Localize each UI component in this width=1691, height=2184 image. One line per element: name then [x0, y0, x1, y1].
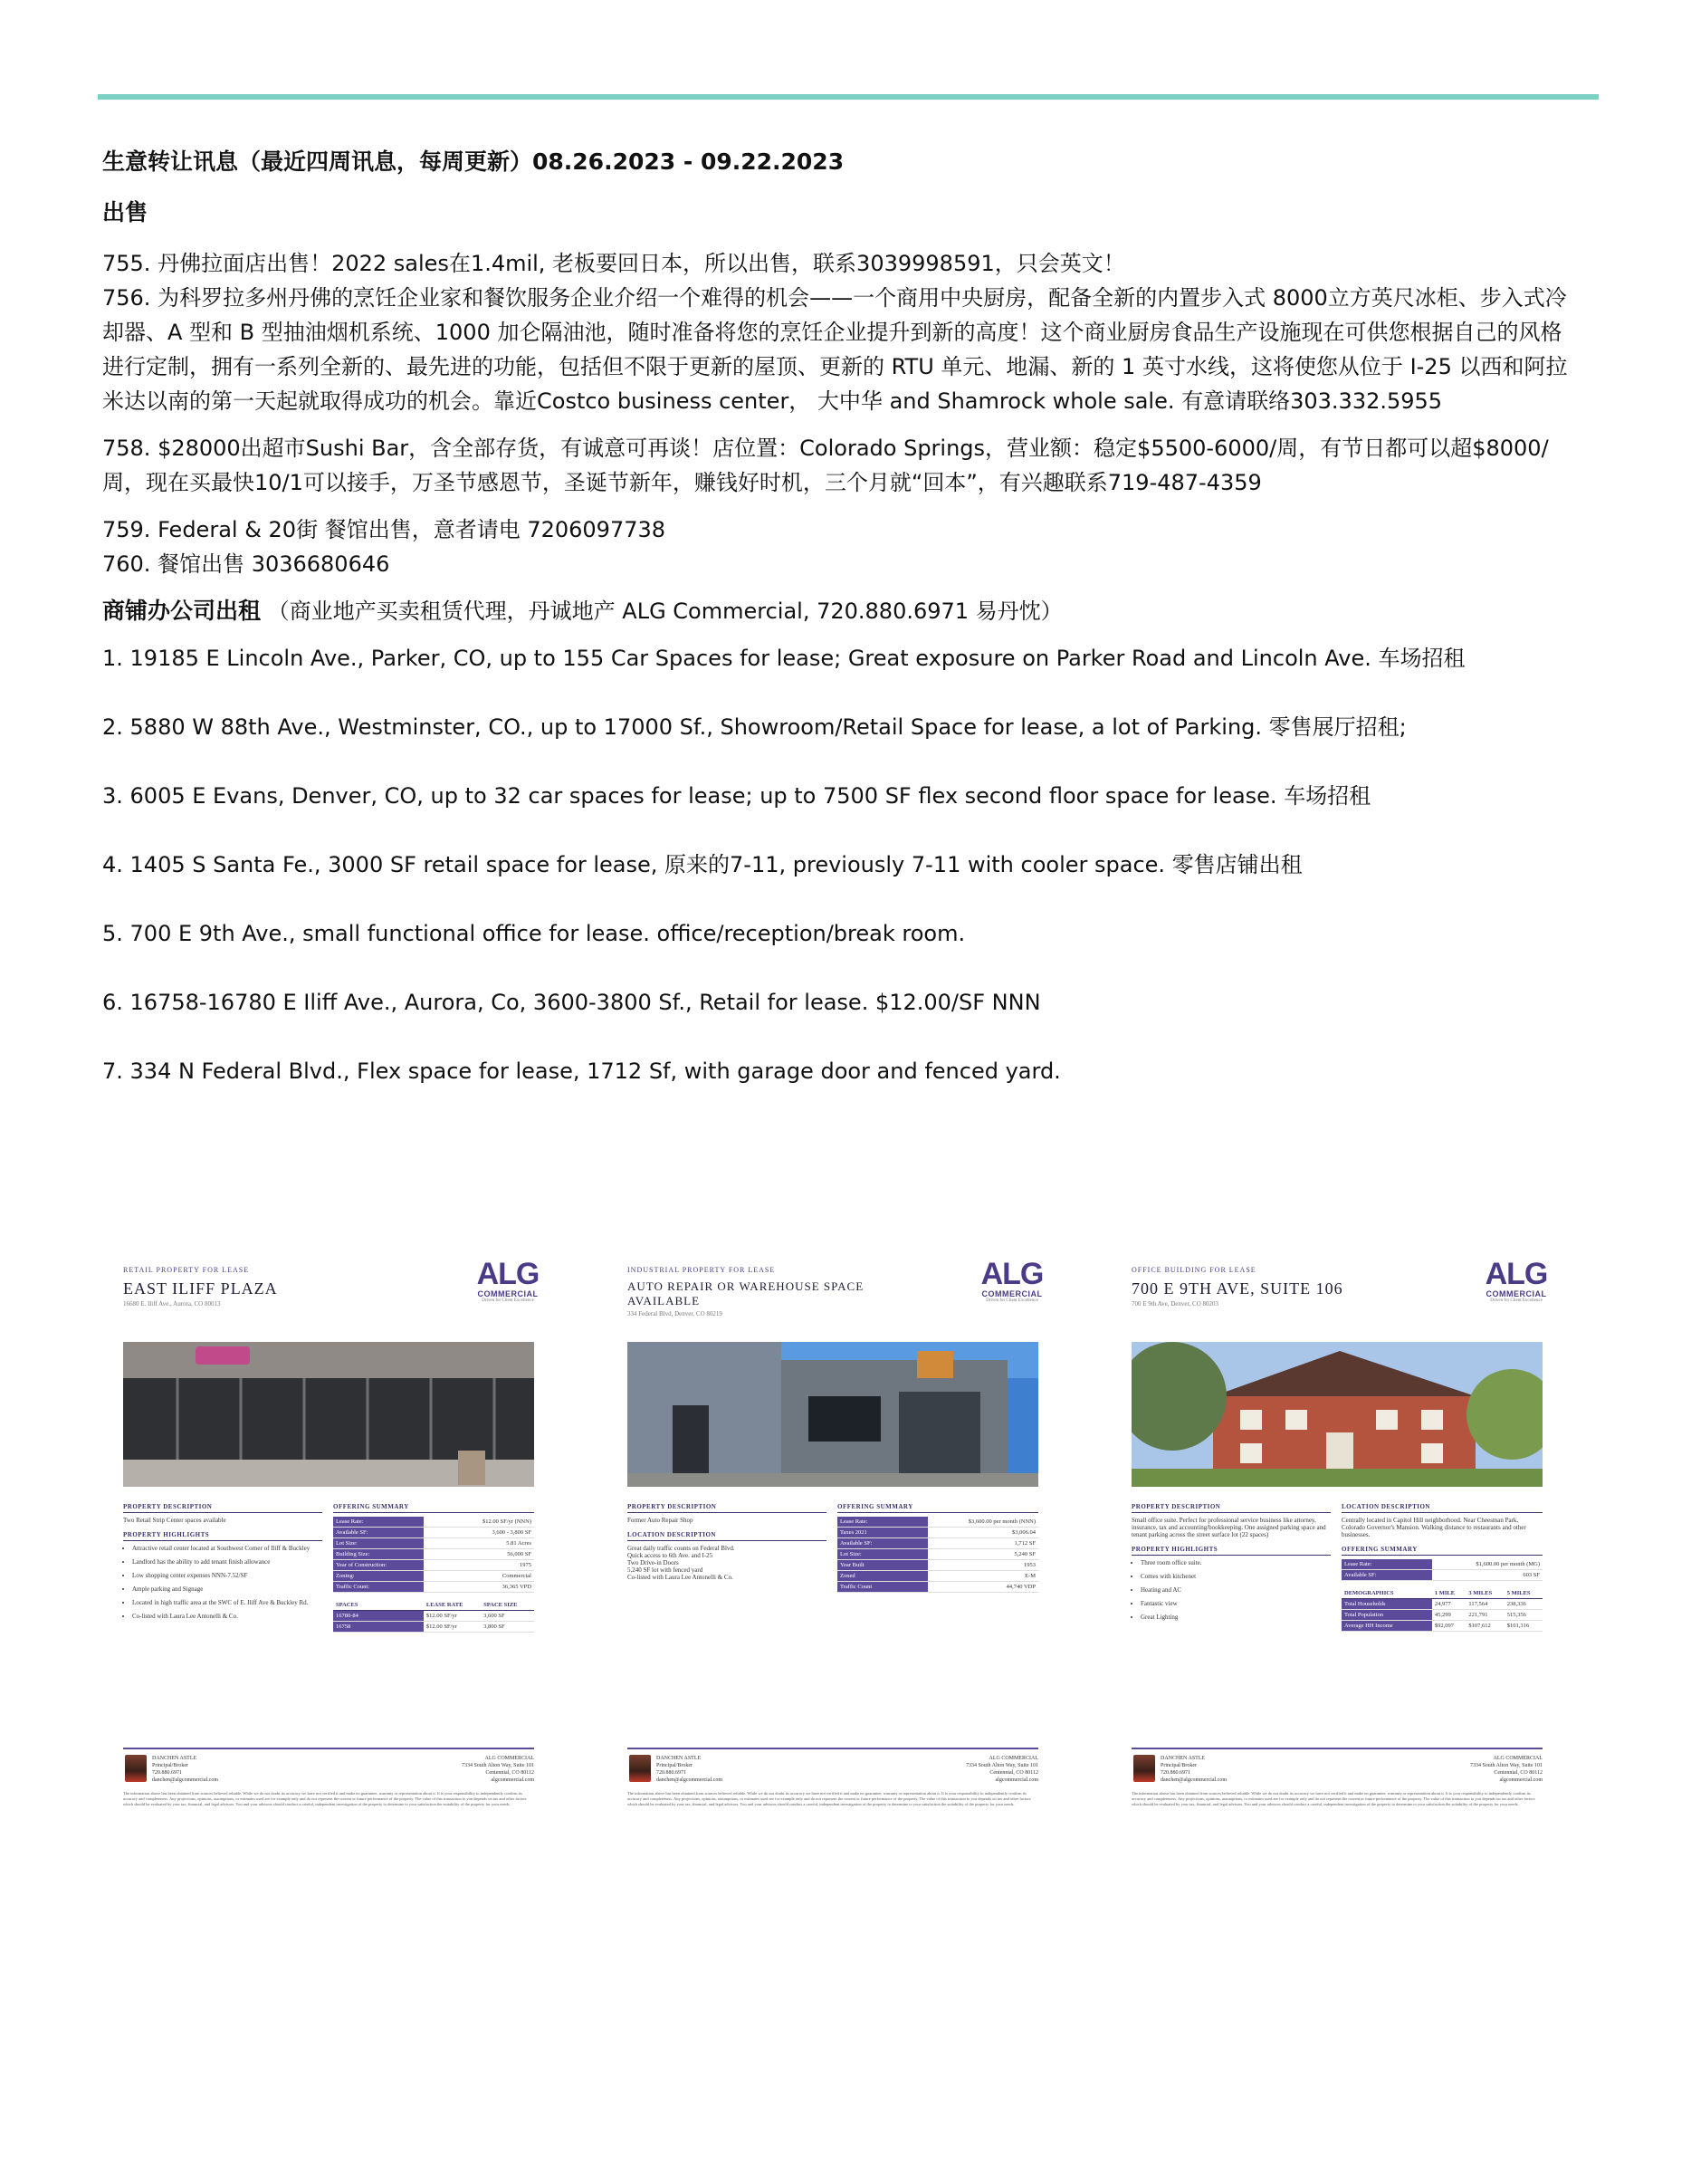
- agent-title: Principal/Broker: [152, 1763, 188, 1768]
- table-row: Available SF: 3,600 - 3,800 SF: [333, 1528, 534, 1538]
- flyer-type: OFFICE BUILDING FOR LEASE: [1132, 1266, 1256, 1274]
- highlight-item: • Three room office suite.: [1141, 1559, 1331, 1566]
- storefront-photo: [123, 1342, 534, 1487]
- agent-title: Principal/Broker: [1161, 1763, 1197, 1768]
- summary-label: OFFERING SUMMARY: [333, 1503, 534, 1513]
- table-row: Available SF: 603 SF: [1342, 1570, 1543, 1581]
- sale-item: 760. 餐馆出售 3036680646: [102, 551, 390, 577]
- flyer-federal-auto: [627, 1259, 1053, 1838]
- table-row: Lease Rate: $12.00 SF/yr (NNN): [333, 1517, 534, 1528]
- office-city: Centennial, CO 80112: [989, 1770, 1038, 1776]
- office-web: algcommercial.com: [491, 1777, 534, 1783]
- flyer-title: 700 E 9TH AVE, SUITE 106: [1132, 1279, 1343, 1298]
- agent-avatar: [629, 1755, 651, 1782]
- flyer-title: AUTO REPAIR OR WAREHOUSE SPACE AVAILABLE: [627, 1279, 865, 1308]
- highlights-list: [1132, 1559, 1331, 1621]
- highlight-item: • Comes with kitchenet: [1141, 1573, 1331, 1580]
- highlights-label: PROPERTY HIGHLIGHTS: [1132, 1546, 1331, 1556]
- table-row: Total Households 24,977 117,564 238,336: [1342, 1599, 1543, 1610]
- highlight-item: • Great Lighting: [1141, 1614, 1331, 1621]
- office-web: algcommercial.com: [1499, 1777, 1543, 1783]
- flyer-type: INDUSTRIAL PROPERTY FOR LEASE: [627, 1266, 776, 1274]
- disclaimer: The information above has been obtained from sources believed reliable. While we do not doubt its accuracy we have not verified it and make no guarantee, warranty or representation about it. It is your responsibility to independently confirm its accuracy and completeness. Any projections, opinions, assumptions, or estimates used are for example only and do not represent the current or future performance of the property. The value of this transaction to you depends on tax and other factors which should be evaluated by your tax, financial, and legal advisors. You and your advisors should conduct a careful, independent investigation of the property to determine to your satisfaction the suitability of the property for your needs.: [1132, 1791, 1535, 1806]
- lease-item: 6. 16758-16780 E Iliff Ave., Aurora, Co, 3600-3800 Sf., Retail for lease. $12.00/SF NNN: [102, 990, 1041, 1015]
- lease-item: 7. 334 N Federal Blvd., Flex space for lease, 1712 Sf, with garage door and fenced yard.: [102, 1058, 1061, 1084]
- building-photo: [627, 1342, 1038, 1487]
- location-line: 5,240 SF lot with fenced yard: [627, 1566, 703, 1574]
- agent-email: danchen@algcommercial.com: [656, 1777, 722, 1783]
- location-line: Co-listed with Laura Lee Antonelli & Co.: [627, 1574, 733, 1581]
- office-name: ALG COMMERCIAL: [1493, 1756, 1543, 1761]
- highlight-item: • Ample parking and Signage: [132, 1585, 322, 1593]
- lease-item: 4. 1405 S Santa Fe., 3000 SF retail space for lease, 原来的7-11, previously 7-11 with cooler space. 零售店铺出租: [102, 852, 1303, 877]
- flyer-title: EAST ILIFF PLAZA: [123, 1279, 278, 1298]
- highlight-item: • Heating and AC: [1141, 1586, 1331, 1594]
- flyer-9th-ave: [1132, 1259, 1557, 1838]
- table-row: Lease Rate: $1,600.00 per month (MG): [1342, 1559, 1543, 1570]
- highlight-item: • Low shopping center expenses NNN-7.52/SF: [132, 1572, 322, 1579]
- table-row: Zoned E-M: [837, 1571, 1038, 1582]
- agent-name: DANCHEN ASTLE: [1161, 1756, 1206, 1761]
- sale-heading: 出售: [102, 199, 148, 225]
- highlight-item: • Attractive retail center located at Southwest Corner of Iliff & Buckley: [132, 1545, 322, 1552]
- flyer-footer: [627, 1748, 1038, 1789]
- lease-item: 5. 700 E 9th Ave., small functional office for lease. office/reception/break room.: [102, 921, 966, 946]
- highlights-list: [123, 1545, 322, 1620]
- agent-name: DANCHEN ASTLE: [656, 1756, 702, 1761]
- table-row: Total Population 45,299 221,791 515,356: [1342, 1610, 1543, 1621]
- header-rule: [98, 94, 1599, 100]
- highlight-item: • Located in high traffic area at the SWC of E. Iliff Ave & Buckley Rd.: [132, 1599, 322, 1606]
- lease-heading-line: [102, 594, 1569, 628]
- agent-name: DANCHEN ASTLE: [152, 1756, 197, 1761]
- flyer-east-iliff: [123, 1259, 549, 1838]
- agent-avatar: [125, 1755, 147, 1782]
- page-title: 生意转让讯息（最近四周讯息，每周更新）08.26.2023 - 09.22.2023: [102, 148, 845, 175]
- desc-text: Former Auto Repair Shop: [627, 1517, 693, 1524]
- table-row: Lot Size: 5.81 Acres: [333, 1538, 534, 1549]
- alg-logo: ALG COMMERCIAL Driven for Client Excellence: [1485, 1257, 1548, 1303]
- agent-phone: 720.880.6971: [656, 1770, 686, 1776]
- table-row: Year of Construction: 1975: [333, 1560, 534, 1571]
- office-address: 7334 South Alton Way, Suite 101: [1469, 1763, 1543, 1768]
- sale-item: 756. 为科罗拉多州丹佛的烹饪企业家和餐饮服务企业介绍一个难得的机会——一个商用中央厨房，配备全新的内置步入式 8000立方英尺冰柜、步入式冷却器、A 型和 B 型抽油烟机系统、1000 加仑隔油池，随时准备将您的烹饪企业提升到新的高度！这个商业厨房食品生产设施现在可供您根据自己的风格进行定制，拥有一系列全新的、最先进的功能，包括但不限于更新的屋顶、更新的 RTU 单元、地漏、新的 1 英寸水线，这将使您从位于 I-25 以西和阿拉米达以南的第一天起就取得成功的机会。靠近Costco business center， 大中华 and Shamrock whole sale. 有意请联络303.332.5955: [102, 285, 1568, 414]
- agent-email: danchen@algcommercial.com: [1161, 1777, 1227, 1783]
- offering-summary-table: [837, 1517, 1038, 1593]
- location-line: Quick access to 6th Ave. and I-25: [627, 1552, 713, 1559]
- lease-item: 2. 5880 W 88th Ave., Westminster, CO., up to 17000 Sf., Showroom/Retail Space for lease, a lot of Parking. 零售展厅招租;: [102, 714, 1407, 740]
- desc-text: Two Retail Strip Center spaces available: [123, 1517, 226, 1524]
- office-city: Centennial, CO 80112: [1494, 1770, 1543, 1776]
- desc-text: Small office suite. Perfect for professional service business like attorney, insurance, tax and accounting/bookkeeping. One assigned parking space and tenant parking across the street surface lot (22 spaces): [1132, 1517, 1326, 1538]
- office-name: ALG COMMERCIAL: [989, 1756, 1038, 1761]
- table-row: Taxes 2021 $3,006.04: [837, 1528, 1038, 1538]
- table-row: 16780-84 $12.00 SF/yr 3,600 SF: [333, 1611, 534, 1622]
- sale-item: 759. Federal & 20街 餐馆出售，意者请电 7206097738: [102, 517, 666, 542]
- table-row: 16758 $12.00 SF/yr 3,800 SF: [333, 1622, 534, 1633]
- lease-item: 3. 6005 E Evans, Denver, CO, up to 32 car spaces for lease; up to 7500 SF flex second floor space for lease. 车场招租: [102, 783, 1371, 809]
- sale-item: 755. 丹佛拉面店出售！2022 sales在1.4mil, 老板要回日本，所以出售，联系3039998591，只会英文！: [102, 251, 1125, 276]
- desc-label: PROPERTY DESCRIPTION: [1132, 1503, 1331, 1513]
- table-row: Traffic Count: 36,365 VPD: [333, 1582, 534, 1593]
- office-city: Centennial, CO 80112: [485, 1770, 534, 1776]
- summary-label: OFFERING SUMMARY: [1342, 1546, 1543, 1556]
- lease-item: 1. 19185 E Lincoln Ave., Parker, CO, up to 155 Car Spaces for lease; Great exposure on Parker Road and Lincoln Ave. 车场招租: [102, 646, 1466, 671]
- agent-email: danchen@algcommercial.com: [152, 1777, 218, 1783]
- table-row: Lease Rate: $3,600.00 per month (NNN): [837, 1517, 1038, 1528]
- flyer-address: 700 E 9th Ave, Denver, CO 80203: [1132, 1300, 1219, 1308]
- table-row: Average HH Income $92,097 $107,612 $101,316: [1342, 1621, 1543, 1632]
- lease-agent-note: （商业地产买卖租赁代理，丹诚地产 ALG Commercial, 720.880.6971 易丹忱）: [267, 599, 1063, 624]
- spaces-table: SPACES LEASE RATE SPACE SIZE 16780-84 $12.00 SF/yr 3,600 SF 16758 $12.00 SF/yr 3,800 SF: [333, 1600, 534, 1633]
- highlights-label: PROPERTY HIGHLIGHTS: [123, 1531, 322, 1541]
- flyer-footer: [123, 1748, 534, 1789]
- table-row: Zoning: Commercial: [333, 1571, 534, 1582]
- table-row: Lot Size: 5,240 SF: [837, 1549, 1038, 1560]
- offering-summary-table: [1342, 1559, 1543, 1581]
- office-address: 7334 South Alton Way, Suite 101: [461, 1763, 534, 1768]
- location-label: LOCATION DESCRIPTION: [1342, 1503, 1543, 1513]
- highlight-item: • Landlord has the ability to add tenant finish allowance: [132, 1558, 322, 1566]
- table-row: Available SF: 1,712 SF: [837, 1538, 1038, 1549]
- office-web: algcommercial.com: [995, 1777, 1038, 1783]
- desc-label: PROPERTY DESCRIPTION: [627, 1503, 826, 1513]
- table-row: Traffic Count 44,740 VDP: [837, 1582, 1038, 1593]
- disclaimer: The information above has been obtained from sources believed reliable. While we do not doubt its accuracy we have not verified it and make no guarantee, warranty or representation about it. It is your responsibility to independently confirm its accuracy and completeness. Any projections, opinions, assumptions, or estimates used are for example only and do not represent the current or future performance of the property. The value of this transaction to you depends on tax and other factors which should be evaluated by your tax, financial, and legal advisors. You and your advisors should conduct a careful, independent investigation of the property to determine to your satisfaction the suitability of the property for your needs.: [627, 1791, 1031, 1806]
- desc-label: PROPERTY DESCRIPTION: [123, 1503, 322, 1513]
- table-row: Year Built 1953: [837, 1560, 1038, 1571]
- summary-label: OFFERING SUMMARY: [837, 1503, 1038, 1513]
- highlight-item: • Fantastic view: [1141, 1600, 1331, 1607]
- sale-item: 758. $28000出超市Sushi Bar，含全部存货，有诚意可再谈！店位置：Colorado Springs，营业额：稳定$5500-6000/周，有节日都可以超$8000/周，现在买最快10/1可以接手，万圣节感恩节，圣诞节新年，赚钱好时机，三个月就“回本”，有兴趣联系719-487-4359: [102, 436, 1549, 495]
- flyer-address: 16680 E. Iliff Ave., Aurora, CO 80013: [123, 1300, 221, 1308]
- offering-summary-table: [333, 1517, 534, 1593]
- location-line: Two Drive-in Doors: [627, 1559, 679, 1566]
- agent-phone: 720.880.6971: [1161, 1770, 1190, 1776]
- alg-logo: ALG COMMERCIAL Driven for Client Excellence: [980, 1257, 1044, 1303]
- highlight-item: • Co-listed with Laura Lee Antonelli & Co.: [132, 1613, 322, 1620]
- table-row: Building Size: 56,000 SF: [333, 1549, 534, 1560]
- flyer-address: 334 Federal Blvd, Denver, CO 80219: [627, 1310, 722, 1317]
- demographics-table: DEMOGRAPHICS 1 MILE 3 MILES 5 MILES Total Households 24,977 117,564 238,336 Total Population 45,299 221,791 515,356 Average HH Income $92,097 $107,612 $101,316: [1342, 1588, 1543, 1632]
- building-photo: [1132, 1342, 1543, 1487]
- alg-logo: ALG COMMERCIAL Driven for Client Excellence: [476, 1257, 540, 1303]
- agent-title: Principal/Broker: [656, 1763, 693, 1768]
- disclaimer: The information above has been obtained from sources believed reliable. While we do not doubt its accuracy we have not verified it and make no guarantee, warranty or representation about it. It is your responsibility to independently confirm its accuracy and completeness. Any projections, opinions, assumptions, or estimates used are for example only and do not represent the current or future performance of the property. The value of this transaction to you depends on tax and other factors which should be evaluated by your tax, financial, and legal advisors. You and your advisors should conduct a careful, independent investigation of the property to determine to your satisfaction the suitability of the property for your needs.: [123, 1791, 527, 1806]
- flyer-footer: [1132, 1748, 1543, 1789]
- agent-phone: 720.880.6971: [152, 1770, 182, 1776]
- location-label: LOCATION DESCRIPTION: [627, 1531, 826, 1541]
- flyer-type: RETAIL PROPERTY FOR LEASE: [123, 1266, 250, 1274]
- location-text: Centrally located in Capitol Hill neighborhood. Near Cheesman Park, Colorado Governor's Mansion. Walking distance to restaurants and other businesses.: [1342, 1517, 1526, 1538]
- main-text: [102, 145, 1569, 1088]
- lease-heading: 商铺办公司出租: [102, 598, 262, 624]
- office-name: ALG COMMERCIAL: [484, 1756, 534, 1761]
- office-address: 7334 South Alton Way, Suite 101: [965, 1763, 1038, 1768]
- location-line: Great daily traffic counts on Federal Blvd.: [627, 1545, 735, 1552]
- agent-avatar: [1133, 1755, 1155, 1782]
